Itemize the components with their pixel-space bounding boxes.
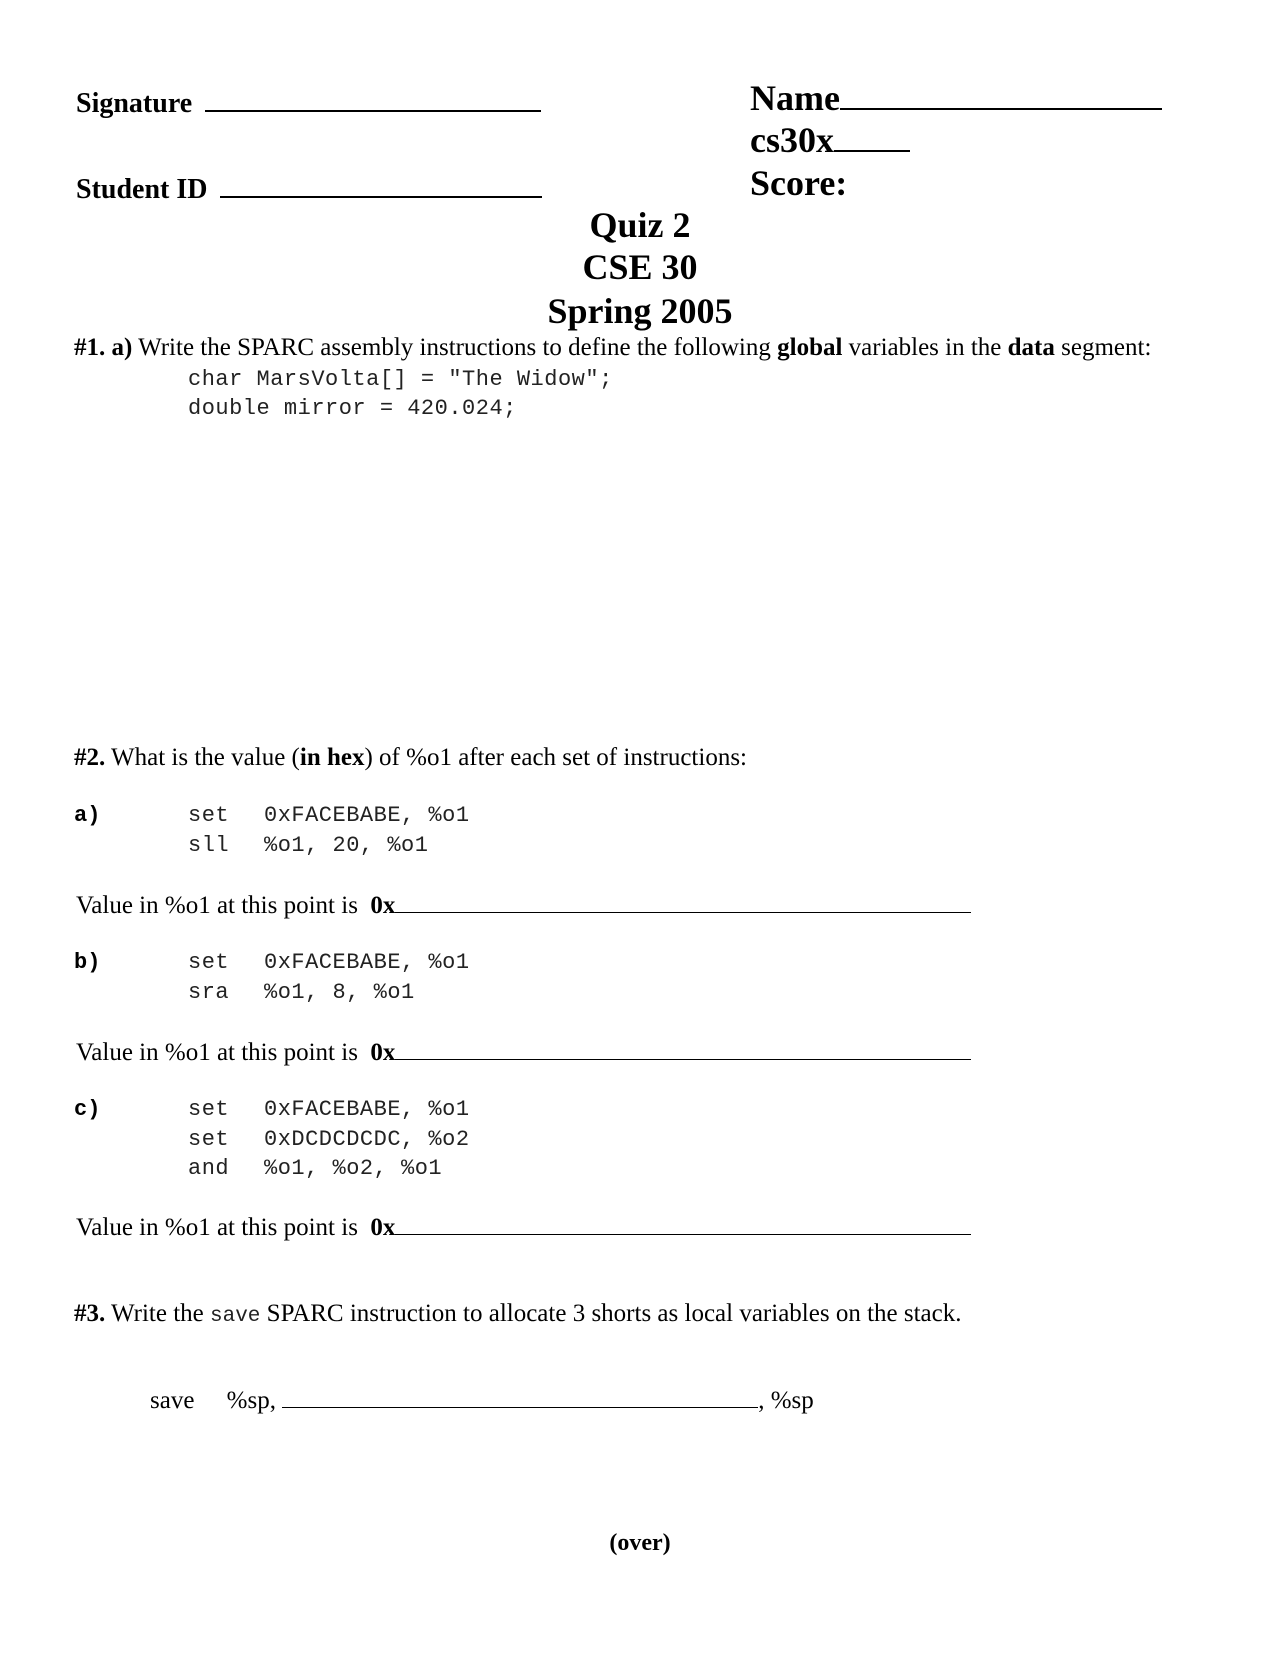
- answer-prefix: Value in %o1 at this point is: [76, 892, 358, 919]
- student-id-line[interactable]: [220, 170, 542, 198]
- q3-text: Write the: [105, 1300, 210, 1327]
- answer-hex-prefix: 0x: [370, 1039, 396, 1066]
- code-line: [188, 1127, 470, 1152]
- q2-number: #2.: [74, 744, 106, 771]
- code-line: [188, 950, 470, 975]
- q3-sp-register: %sp,: [226, 1387, 276, 1414]
- q2-part-a-label: a): [74, 803, 101, 828]
- code-args: %o1, 20, %o1: [264, 833, 429, 858]
- q3-save-keyword: save: [150, 1387, 195, 1414]
- code-op: set: [188, 950, 230, 975]
- answer-prefix: Value in %o1 at this point is: [76, 1214, 358, 1241]
- q3-text-post: SPARC instruction to allocate 3 shorts as local variables on the stack.: [260, 1300, 962, 1327]
- term-title: Spring 2005: [547, 291, 733, 331]
- code-line: [188, 803, 470, 828]
- code-args: %o1, 8, %o1: [264, 980, 415, 1005]
- q2-part-b-label: b): [74, 950, 101, 975]
- account-field[interactable]: [750, 118, 910, 161]
- q3-code-word: save: [210, 1305, 261, 1328]
- q2-text: What is the value (: [105, 744, 300, 771]
- q3-answer-line[interactable]: [282, 1385, 758, 1408]
- account-line[interactable]: [834, 118, 910, 152]
- q2-part-c-label: c): [74, 1097, 101, 1122]
- student-id-field[interactable]: [76, 170, 542, 206]
- q2-answer-c[interactable]: [76, 1212, 971, 1242]
- code-op: set: [188, 1127, 230, 1152]
- signature-label: Signature: [76, 88, 193, 119]
- code-args: 0xFACEBABE, %o1: [264, 1097, 470, 1122]
- quiz-title: Quiz 2: [589, 205, 691, 245]
- q2-bold-in-hex: in hex: [299, 744, 365, 771]
- signature-field[interactable]: [76, 84, 541, 120]
- q2-answer-a[interactable]: [76, 890, 971, 920]
- account-label: cs30x: [750, 120, 834, 160]
- question-2: [74, 744, 747, 772]
- code-line: [188, 1156, 442, 1181]
- code-args: %o1, %o2, %o1: [264, 1156, 443, 1181]
- q1-code-line: double mirror = 420.024;: [188, 396, 517, 421]
- q1-text: Write the SPARC assembly instructions to define the following: [132, 334, 778, 361]
- code-line: [188, 1097, 470, 1122]
- code-op: set: [188, 803, 230, 828]
- question-1: [74, 334, 1151, 362]
- over-note: (over): [609, 1530, 671, 1556]
- q1-text-post: segment:: [1054, 334, 1152, 361]
- q1-code-line: char MarsVolta[] = "The Widow";: [188, 367, 613, 392]
- code-line: [188, 980, 415, 1005]
- answer-line[interactable]: [395, 1037, 971, 1060]
- answer-line[interactable]: [395, 1212, 971, 1235]
- q2-answer-b[interactable]: [76, 1037, 971, 1067]
- code-op: set: [188, 1097, 230, 1122]
- name-label: Name: [750, 78, 840, 118]
- code-args: 0xFACEBABE, %o1: [264, 950, 470, 975]
- q3-sp-suffix: , %sp: [758, 1387, 814, 1414]
- answer-hex-prefix: 0x: [370, 1214, 396, 1241]
- code-op: sra: [188, 980, 230, 1005]
- course-title: CSE 30: [582, 247, 698, 287]
- q3-answer[interactable]: [150, 1385, 814, 1415]
- code-args: 0xDCDCDCDC, %o2: [264, 1127, 470, 1152]
- signature-line[interactable]: [205, 84, 541, 112]
- question-3: [74, 1300, 961, 1328]
- answer-prefix: Value in %o1 at this point is: [76, 1039, 358, 1066]
- code-line: [188, 833, 428, 858]
- code-args: 0xFACEBABE, %o1: [264, 803, 470, 828]
- q1-text-mid: variables in the: [842, 334, 1008, 361]
- q1-bold-global: global: [777, 334, 843, 361]
- score-label: Score:: [750, 163, 848, 203]
- answer-line[interactable]: [395, 890, 971, 913]
- q2-text-post: ) of %o1 after each set of instructions:: [364, 744, 747, 771]
- q1-bold-data: data: [1007, 334, 1055, 361]
- name-line[interactable]: [840, 76, 1162, 110]
- student-id-label: Student ID: [76, 174, 208, 205]
- q3-number: #3.: [74, 1300, 106, 1327]
- answer-hex-prefix: 0x: [370, 892, 396, 919]
- code-op: sll: [188, 833, 230, 858]
- name-field[interactable]: [750, 76, 1162, 119]
- code-op: and: [188, 1156, 230, 1181]
- q1-number: #1. a): [74, 334, 133, 361]
